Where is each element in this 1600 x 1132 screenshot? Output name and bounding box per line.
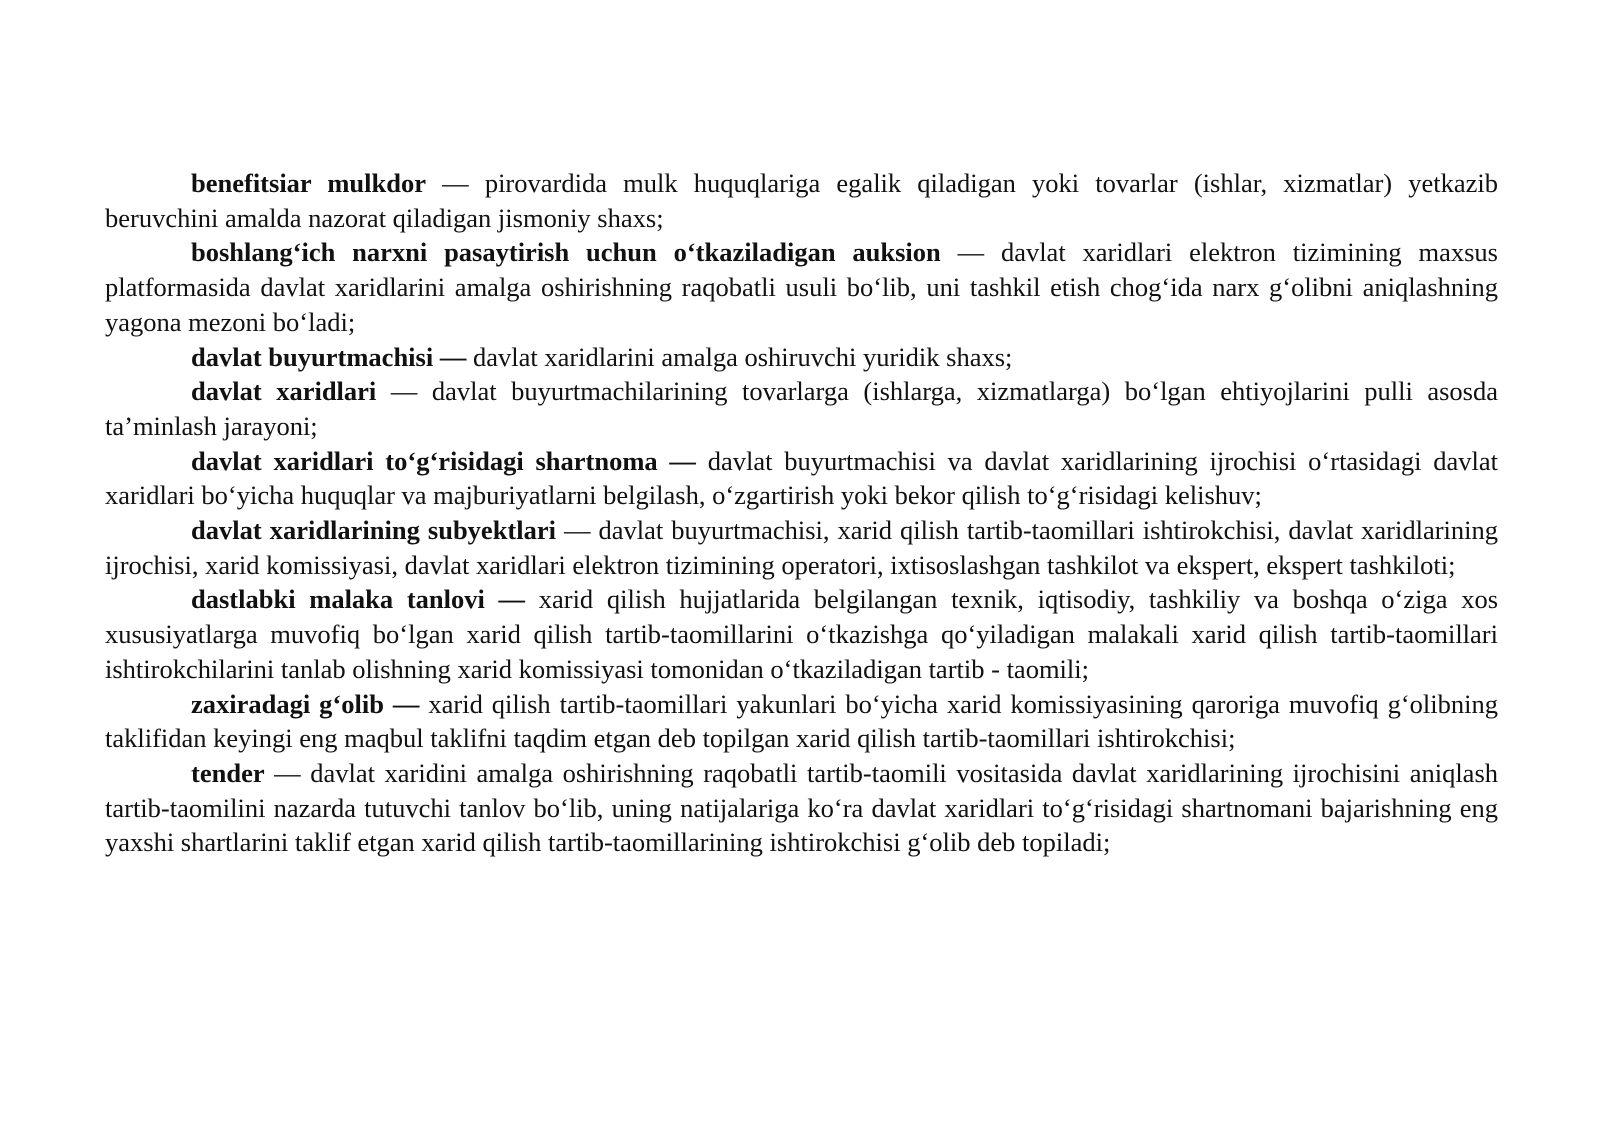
definition-term: davlat xaridlari to‘g‘risidagi shartnoma —	[191, 445, 696, 476]
definition-paragraph	[105, 235, 1498, 339]
definition-text: davlat xaridini amalga oshirishning raqobatli tartib-taomili vositasida davlat xaridlarining ijrochisini aniqlash tartib-taomilini nazarda tutuvchi tanlov bo‘lib, uning natijalariga ko‘ra davlat xaridlari to‘g‘risidagi shartnomani bajarishning eng yaxshi shartlarini taklif etgan xarid qilish tartib-taomillarining ishtirokchisi g‘olib deb topiladi;	[105, 757, 1499, 858]
definition-paragraph	[105, 374, 1498, 443]
definition-term: tender	[191, 757, 265, 788]
definition-dash: —	[426, 168, 485, 198]
definition-dash: —	[264, 757, 311, 788]
definition-dash	[466, 342, 473, 372]
definition-text: davlat buyurtmachisi va davlat xaridlarining ijrochisi o‘rtasidagi davlat xaridlari bo‘yicha huquqlar va majburiyatlarni belgilash, o‘zgartirish yoki bekor qilish to‘g‘risidagi kelishuv;	[105, 445, 1499, 511]
definition-text: davlat buyurtmachisi, xarid qilish tartib-taomillari ishtirokchisi, davlat xaridlarining ijrochisi, xarid komissiyasi, davlat xaridlari elektron tizimining operatori, ixtisoslashgan tashkilot va ekspert, ekspert tashkiloti;	[105, 515, 1499, 580]
definition-term: davlat buyurtmachisi —	[191, 341, 467, 372]
definition-text: xarid qilish tartib-taomillari yakunlari bo‘yicha xarid komissiyasining qaroriga muvofiq g‘olibning taklifidan keyingi eng maqbul taklifni taqdim etgan deb topilgan xarid qilish tartib-taomillari ishtirokchisi;	[105, 688, 1499, 754]
definition-paragraph	[105, 582, 1498, 686]
definition-dash	[525, 584, 539, 614]
definition-text: davlat xaridlari elektron tizimining maxsus platformasida davlat xaridlarini amalga oshirishning raqobatli usuli bo‘lib, uni tashkil etish chog‘ida narx g‘olibni aniqlashning yagona mezoni bo‘ladi;	[105, 237, 1498, 337]
definition-term: benefitsiar mulkdor	[191, 168, 427, 198]
definition-text: davlat xaridlarini amalga oshiruvchi yuridik shaxs;	[472, 341, 1013, 372]
definition-dash	[696, 446, 708, 476]
definition-term: davlat xaridlarining subyektlari	[191, 515, 556, 546]
definition-paragraph	[105, 444, 1498, 513]
definition-text: pirovardida mulk huquqlariga egalik qiladigan yoki tovarlar (ishlar, xizmatlar) yetkazib beruvchini amalda nazorat qiladigan jismoniy shaxs;	[105, 168, 1499, 233]
definition-paragraph	[105, 687, 1498, 756]
definition-paragraph	[105, 513, 1498, 582]
definition-paragraph	[105, 340, 1498, 375]
definition-term: dastlabki malaka tanlovi —	[191, 584, 526, 615]
document-page	[105, 166, 1498, 860]
definition-text: xarid qilish hujjatlarida belgilangan texnik, iqtisodiy, tashkiliy va boshqa o‘ziga xos xususiyatlarga muvofiq bo‘lgan xarid qilish tartib-taomillarini o‘tkazishga qo‘yiladigan malakali xarid qilish tartib-taomillari ishtirokchilarini tanlab olishning xarid komissiyasi tomonidan o‘tkaziladigan tartib - taomili;	[105, 584, 1499, 684]
definition-paragraph	[105, 756, 1498, 860]
definition-term: davlat xaridlari	[191, 376, 377, 407]
definition-paragraph	[105, 166, 1498, 235]
definition-dash: —	[940, 237, 1001, 268]
definition-term: zaxiradagi g‘olib —	[191, 688, 420, 719]
definition-dash: —	[556, 515, 599, 546]
definition-term: boshlang‘ich narxni pasaytirish uchun o‘tkaziladigan auksion	[191, 237, 941, 268]
definition-text: davlat buyurtmachilarining tovarlarga (ishlarga, xizmatlarga) bo‘lgan ehtiyojlarini pulli asosda ta’minlash jarayoni;	[105, 376, 1499, 441]
definition-dash: —	[376, 376, 432, 407]
